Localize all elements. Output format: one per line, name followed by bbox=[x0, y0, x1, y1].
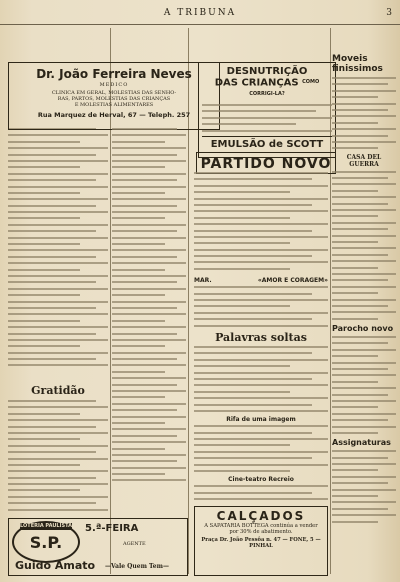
doctor-name: Dr. João Ferreira Neves bbox=[36, 67, 192, 81]
loteria-agent-name: Guido Amato bbox=[15, 559, 96, 572]
column-subhead: MAR. bbox=[194, 277, 212, 285]
loteria-advertisement bbox=[8, 518, 188, 576]
partido-title: PARTIDO NOVO bbox=[200, 156, 332, 172]
text-block-unreadable bbox=[332, 336, 396, 434]
loteria-agent-label: AGENTE bbox=[123, 541, 146, 547]
text-block-unreadable bbox=[332, 171, 396, 320]
article-heading: Cine-teatro Recreio bbox=[228, 476, 294, 484]
text-block-unreadable bbox=[8, 400, 108, 511]
ad-brand: EMULSÃO de SCOTT bbox=[202, 136, 332, 150]
calcados-heading: CALÇADOS bbox=[216, 509, 306, 523]
palavras-soltas-heading: Palavras soltas bbox=[215, 330, 307, 344]
desnutricao-advertisement bbox=[198, 62, 336, 158]
text-block-unreadable bbox=[194, 485, 328, 502]
doctor-address: Rua Marquez de Herval, 67 — Teleph. 257 bbox=[37, 110, 191, 119]
text-block-unreadable bbox=[194, 346, 328, 412]
loteria-day: 5.ª-FEIRA bbox=[85, 523, 139, 534]
text-block-unreadable bbox=[8, 128, 108, 366]
ad-headline: DESNUTRIÇÃO bbox=[226, 66, 308, 77]
text-block-unreadable bbox=[194, 425, 328, 472]
article-heading: Rifa de uma imagem bbox=[226, 416, 296, 424]
text-block-unreadable bbox=[194, 172, 328, 270]
column-2 bbox=[112, 128, 186, 512]
calcados-line: por 30% de abatimento. bbox=[229, 529, 293, 536]
column-4-subtitle: CASA DEL GUERRA bbox=[346, 153, 382, 168]
text-block-unreadable bbox=[202, 104, 332, 132]
doctor-specialty-line: CLINICA EM GERAL, MOLESTIAS DAS SENHO- bbox=[51, 90, 177, 96]
text-block-unreadable bbox=[332, 450, 396, 522]
masthead bbox=[0, 8, 400, 25]
column-4 bbox=[332, 54, 396, 576]
loteria-badge bbox=[12, 521, 80, 563]
partido-novo-header bbox=[196, 152, 336, 174]
column-3 bbox=[194, 172, 328, 502]
text-block-unreadable bbox=[112, 128, 186, 481]
column-1 bbox=[8, 128, 108, 378]
column-4-bottom-heading: Assignaturas bbox=[332, 438, 391, 448]
calcados-line: A SAPATARIA BOTTEGA continúa a vender bbox=[204, 523, 318, 529]
doctor-specialty-line: RAS, PARTOS, MOLESTIAS DAS CRIANÇAS bbox=[57, 96, 171, 103]
column-subhead: «AMOR E CORAGEM» bbox=[257, 277, 328, 285]
ad-headline: DAS CRIANÇAS bbox=[214, 77, 299, 89]
column-4-mid-heading: Parocho novo bbox=[332, 324, 394, 334]
doctor-role: MEDICO bbox=[99, 82, 129, 88]
ad-aside: COMO CORRIGI-LA? bbox=[249, 79, 320, 97]
masthead-title: A TRIBUNA bbox=[163, 8, 237, 18]
doctor-specialty-line: E MOLESTIAS ALIMENTARES bbox=[74, 102, 154, 109]
loteria-badge-letters: S.P. bbox=[29, 532, 63, 552]
loteria-slogan: —Vale Quem Tem— bbox=[105, 563, 169, 570]
text-block-unreadable bbox=[332, 77, 396, 149]
doctor-advertisement bbox=[8, 62, 220, 130]
column-1-lower bbox=[8, 400, 108, 512]
page-number: 3 bbox=[386, 8, 392, 18]
gratidao-heading: Gratidão bbox=[31, 384, 85, 397]
loteria-badge-tag: LOTERIA PAULISTA bbox=[20, 523, 72, 529]
column-4-headline: Moveis finissimos bbox=[332, 54, 383, 74]
calcados-address: Praça Dr. João Pessôa n. 47 — FONE, 5 — PINHAL bbox=[201, 536, 321, 549]
text-block-unreadable bbox=[194, 286, 328, 326]
calcados-advertisement bbox=[194, 506, 328, 576]
